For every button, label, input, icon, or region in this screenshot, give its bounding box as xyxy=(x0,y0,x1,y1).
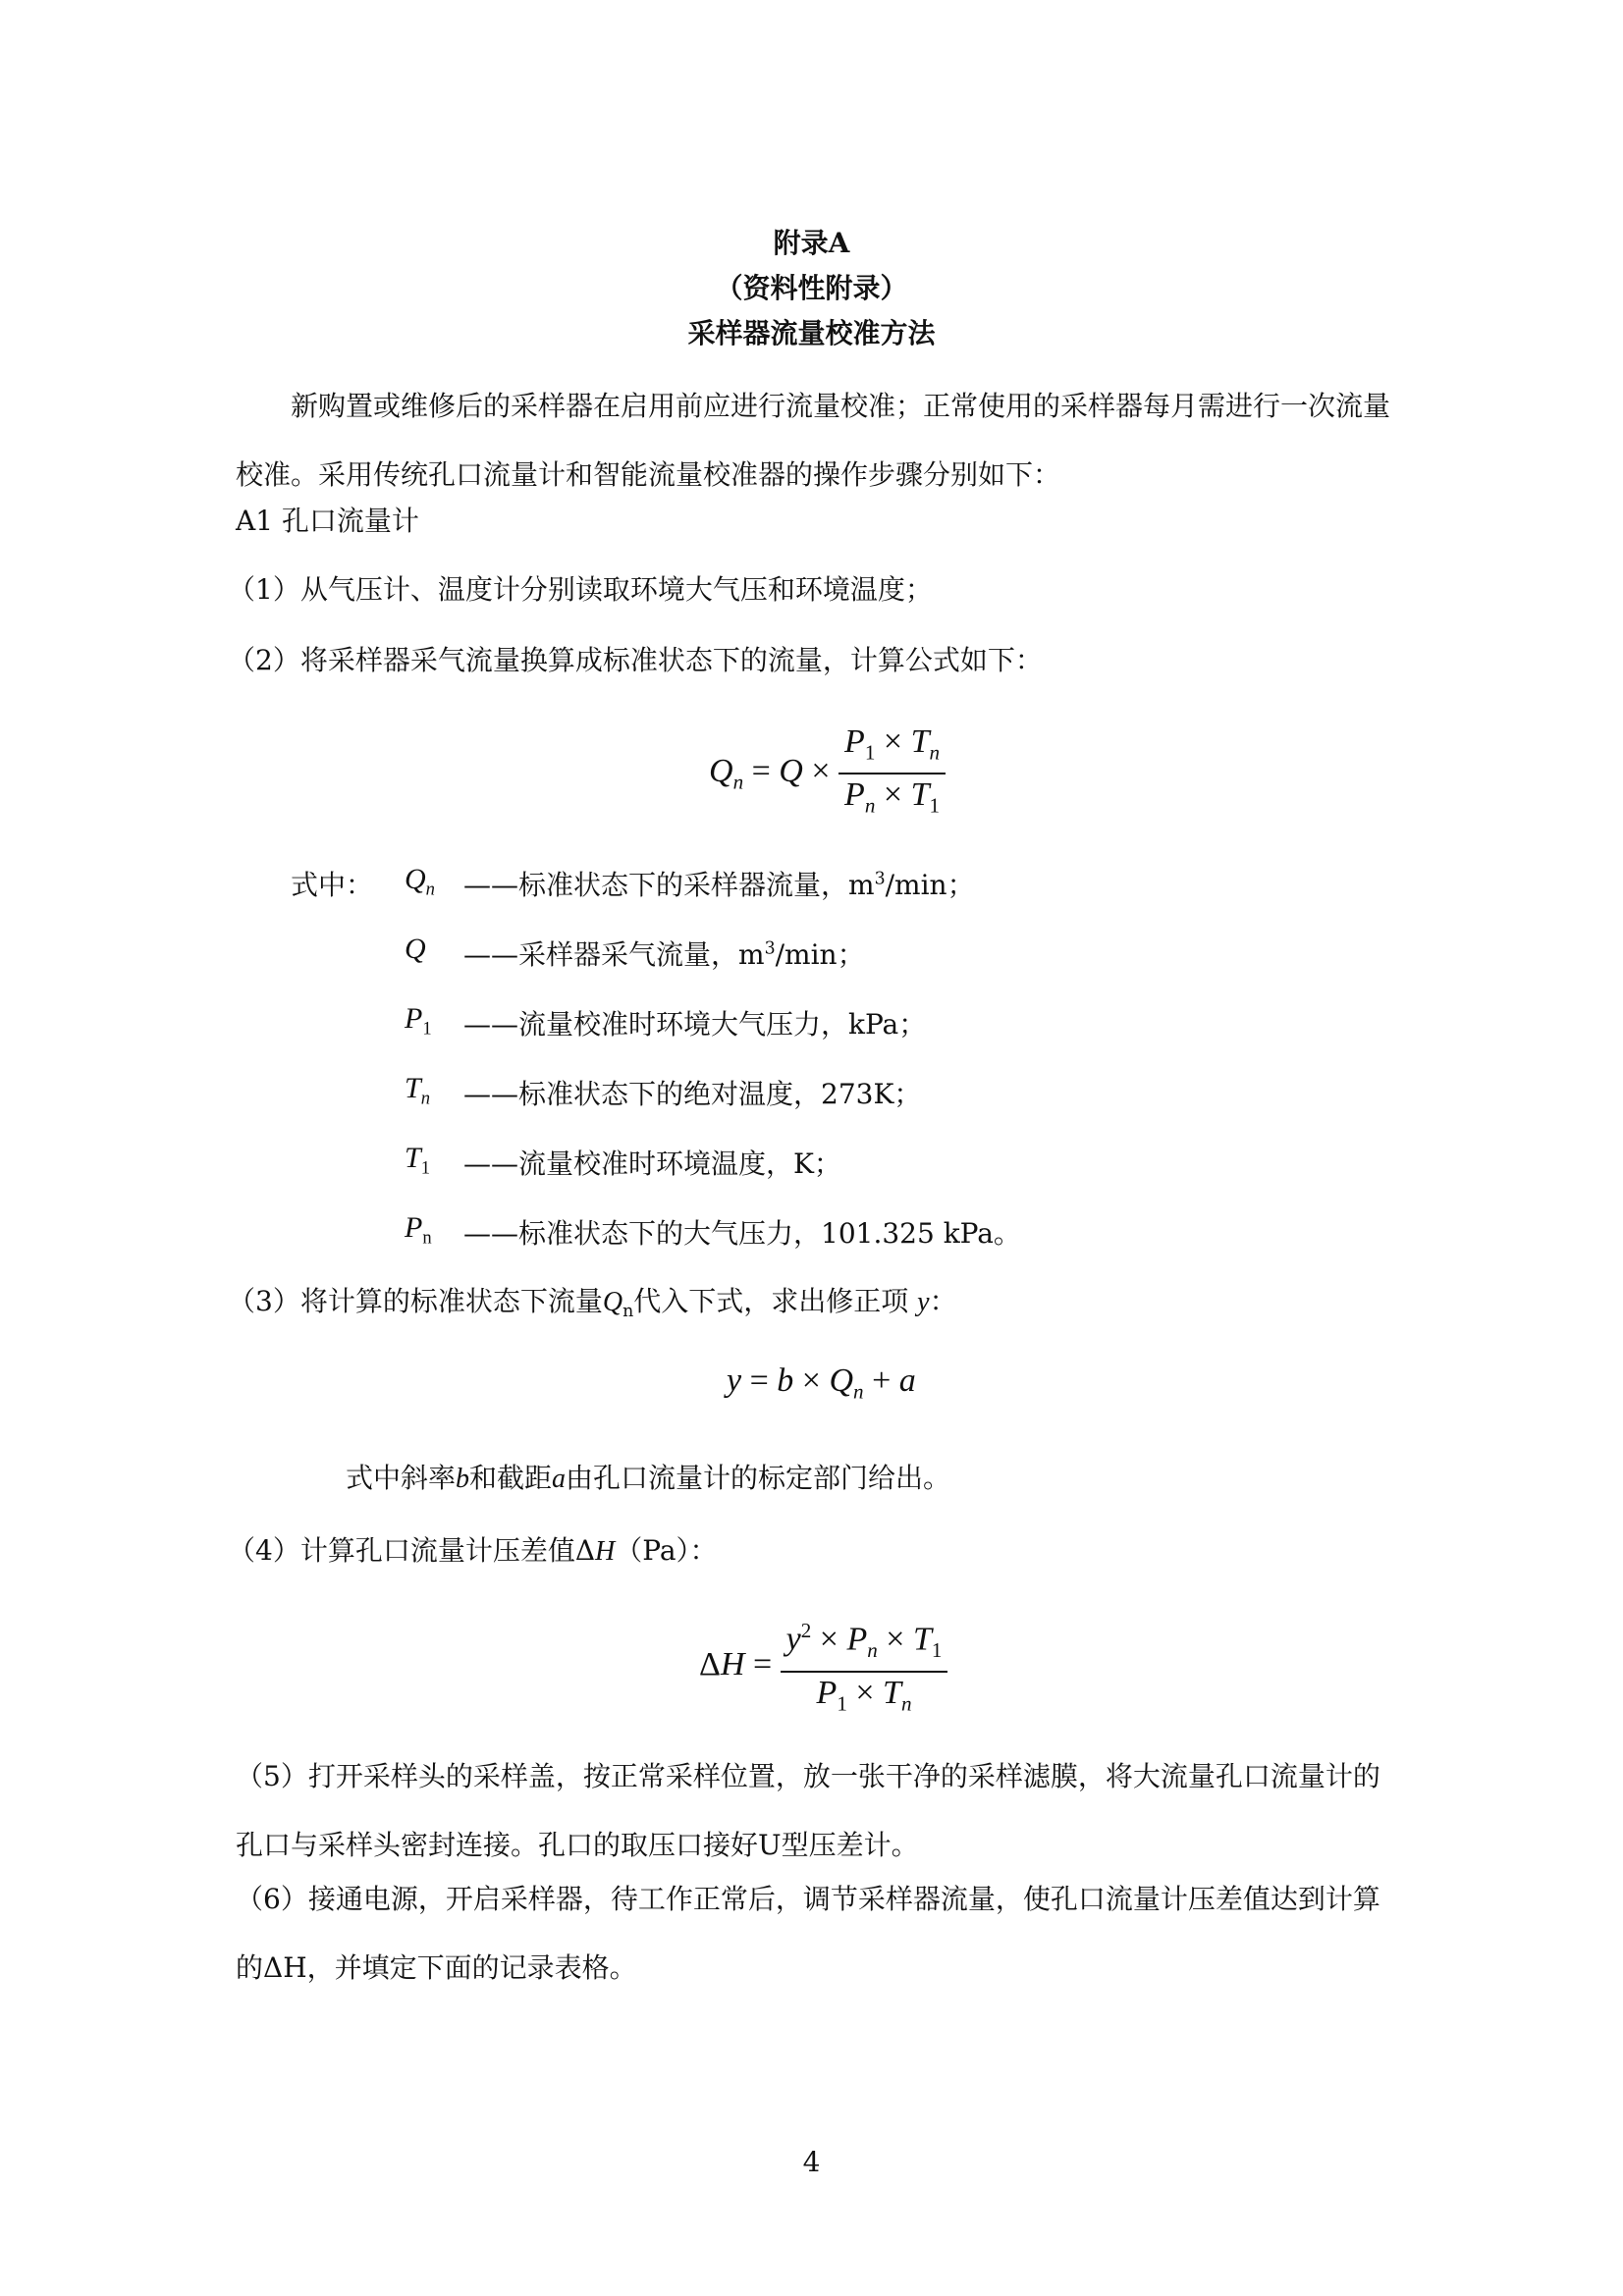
definition-text: ——流量校准时环境大气压力，kPa； xyxy=(463,1008,927,1041)
step-6-paragraph xyxy=(236,1865,1396,2002)
appendix-title: 采样器流量校准方法 xyxy=(687,317,936,349)
definition-text: ——标准状态下的大气压力，101.325 kPa。 xyxy=(463,1217,1021,1250)
definition-symbol: $Q_n$ xyxy=(405,863,435,900)
definition-symbol: $P_1$ xyxy=(405,1002,432,1040)
fraction: $\frac{P_1 \times T_n}{P_n \times T_1}$ xyxy=(839,721,946,827)
page-number: 4 xyxy=(802,2146,821,2178)
step-3: （3）将计算的标准状态下流量$Q_n$代入下式，求出修正项 y： xyxy=(228,1285,957,1322)
where-label: 式中： xyxy=(291,869,374,901)
slope-intercept-note: 式中斜率b和截距a由孔口流量计的标定部门给出。 xyxy=(346,1462,951,1494)
equation-pressure-difference: ΔH = $\frac{y^2 \times P_n \times T_1}{P_1 \times T_n}$ xyxy=(699,1610,947,1724)
step-2: （2）将采样器采气流量换算成标准状态下的流量，计算公式如下： xyxy=(228,644,1043,676)
definition-text: ——标准状态下的采样器流量，$m^3/\min$； xyxy=(463,869,975,901)
appendix-type: （资料性附录） xyxy=(715,272,908,304)
definition-text: ——流量校准时环境温度，K； xyxy=(463,1148,841,1180)
fraction: $\frac{y^2 \times P_n \times T_1}{P_1 \times T_n}$ xyxy=(781,1610,948,1724)
definition-symbol: $T_n$ xyxy=(405,1072,430,1109)
equation-standard-flow: $Q_n = Q$ × $\frac{P_1 \times T_n}{P_n \times T_1}$ xyxy=(709,721,946,827)
intro-paragraph xyxy=(236,372,1396,509)
step-6: （6）接通电源，开启采样器，待工作正常后，调节采样器流量，使孔口流量计压差值达到计算的ΔH，并填定下面的记录表格。 xyxy=(236,1883,1380,1984)
appendix-label: 附录A xyxy=(773,227,850,259)
definition-text: ——标准状态下的绝对温度，273K； xyxy=(463,1078,922,1110)
intro-text: 新购置或维修后的采样器在启用前应进行流量校准；正常使用的采样器每月需进行一次流量校准。采用传统孔口流量计和智能流量校准器的操作步骤分别如下： xyxy=(236,390,1391,491)
definition-symbol: $T_1$ xyxy=(405,1142,430,1179)
definition-symbol: Q xyxy=(405,933,426,965)
section-a1-heading: A1 孔口流量计 xyxy=(236,505,419,537)
step-5: （5）打开采样头的采样盖，按正常采样位置，放一张干净的采样滤膜，将大流量孔口流量计的孔口与采样头密封连接。孔口的取压口接好U型压差计。 xyxy=(236,1760,1380,1861)
step-1: （1）从气压计、温度计分别读取环境大气压和环境温度； xyxy=(228,573,933,606)
step-4: （4）计算孔口流量计压差值ΔH（Pa）： xyxy=(228,1534,718,1567)
definition-symbol: $P_n$ xyxy=(405,1211,432,1249)
definition-text: ——采样器采气流量，$m^3/\min$； xyxy=(463,938,865,971)
step-5-paragraph xyxy=(236,1742,1396,1880)
equation-correction: $y = b \times Q_n + a$ xyxy=(727,1362,916,1404)
